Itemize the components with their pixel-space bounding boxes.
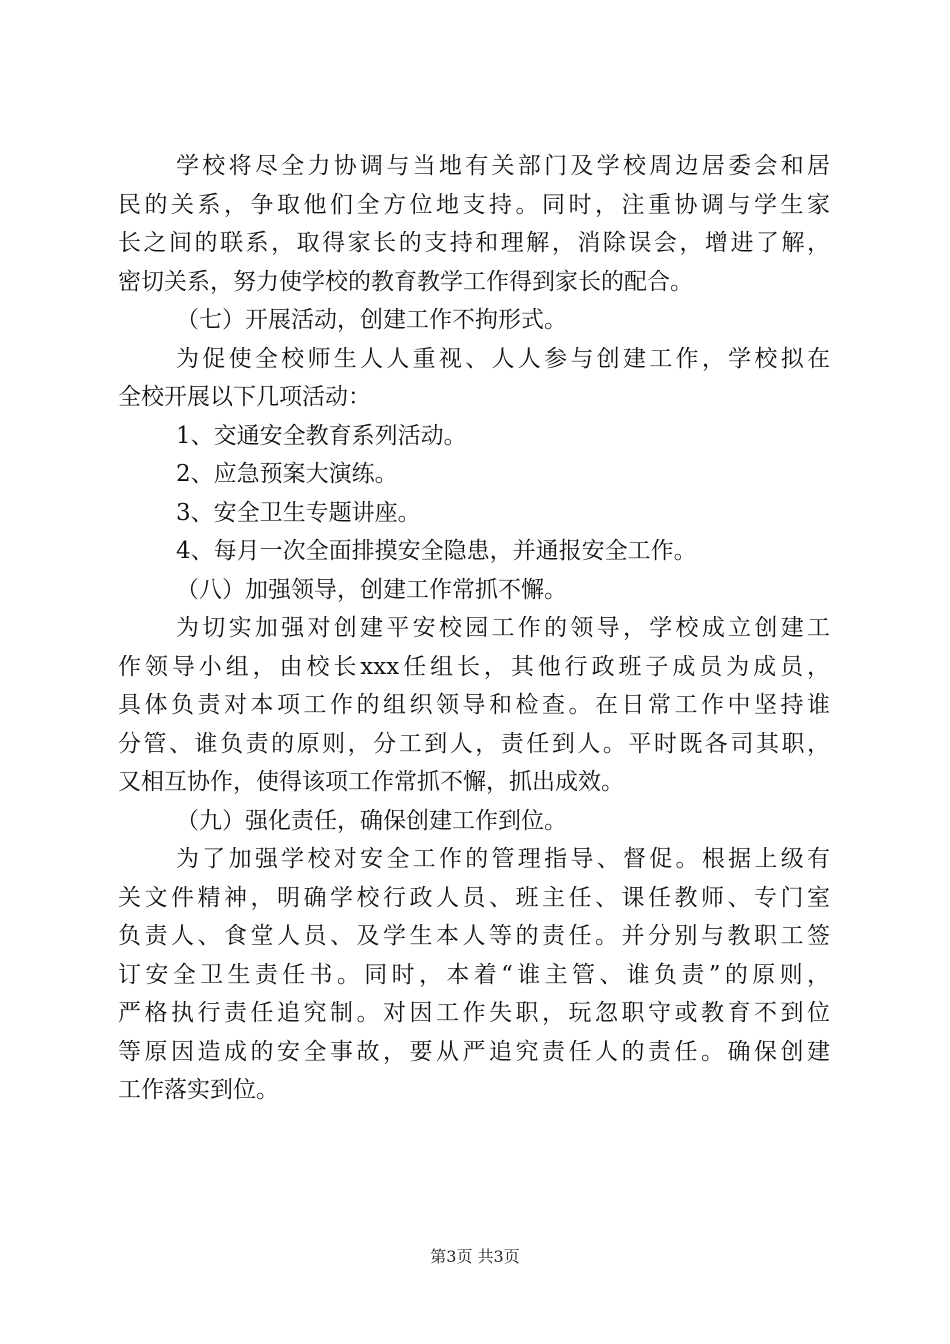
text-line: 3、安全卫生专题讲座。 — [176, 499, 421, 526]
text-line: 4、每月一次全面排摸安全隐患，并通报安全工作。 — [176, 538, 697, 564]
text-line: 又相互协作，使得该项工作常抓不懈，抓出成效。 — [118, 769, 624, 795]
text-line: 全校开展以下几项活动： — [118, 384, 371, 410]
text-line: 为了加强学校对安全工作的管理指导、督促。根据上级有 — [176, 846, 830, 872]
text-line: 为促使全校师生人人重视、人人参与创建工作，学校拟在 — [176, 345, 830, 372]
page-footer: 第3页 共3页 — [430, 1247, 520, 1266]
text-line: （七）开展活动，创建工作不拘形式。 — [176, 307, 567, 333]
text-line: 长之间的联系，取得家长的支持和理解，消除误会，增进了解， — [118, 230, 830, 256]
text-line: 具体负责对本项工作的组织领导和检查。在日常工作中坚持谁 — [118, 692, 830, 718]
text-line: 关文件精神，明确学校行政人员、班主任、课任教师、专门室 — [118, 884, 830, 911]
text-line: 负责人、食堂人员、及学生本人等的责任。并分别与教职工签 — [118, 923, 830, 949]
text-line: 等原因造成的安全事故，要从严追究责任人的责任。确保创建 — [118, 1038, 830, 1065]
text-line: （八）加强领导，创建工作常抓不懈。 — [176, 576, 567, 603]
text-line: 作领导小组，由校长xxx任组长，其他行政班子成员为成员， — [118, 653, 830, 680]
text-line: 为切实加强对创建平安校园工作的领导，学校成立创建工 — [176, 615, 830, 641]
text-line: 2、应急预案大演练。 — [176, 461, 398, 487]
text-line: 严格执行责任追究制。对因工作失职，玩忽职守或教育不到位 — [118, 1000, 830, 1026]
text-line: 民的关系，争取他们全方位地支持。同时，注重协调与学生家 — [118, 191, 830, 218]
text-line: 工作落实到位。 — [118, 1077, 279, 1103]
text-line: 学校将尽全力协调与当地有关部门及学校周边居委会和居 — [176, 153, 830, 179]
text-line: 密切关系，努力使学校的教育教学工作得到家长的配合。 — [118, 268, 693, 295]
document-body — [118, 147, 830, 1110]
text-line: （九）强化责任，确保创建工作到位。 — [176, 807, 567, 834]
text-line: 1、交通安全教育系列活动。 — [176, 422, 467, 449]
text-line: 分管、谁负责的原则，分工到人，责任到人。平时既各司其职， — [118, 730, 830, 757]
text-line: 订安全卫生责任书。同时，本着“谁主管、谁负责”的原则， — [118, 961, 830, 988]
